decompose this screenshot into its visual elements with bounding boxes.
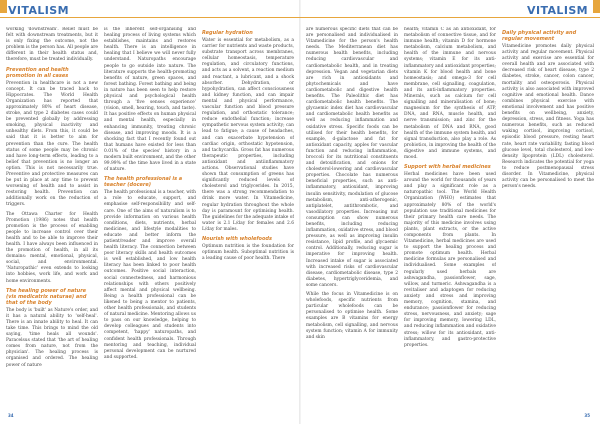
column-3 [502,27,594,407]
body-paragraph: Water is essential for metabolism, as a carrier for nutrients and waste products, substrate transport across membranes, cellular homeostasis, temperature regulation, and circulatory functions, and acts as a solvent, a reaction medium and reactant, a lubricant, and a shock absorber. Dehydration, or hypohydration, can affect consciousness and kidney function, and can impair mental and physical performance, vascular function and blood pressure regulation, and orthostatic tolerance; reduce endothelial function; increase sympathetic nervous system activity; can lead to fatigue; a cause of headaches, and can exacerbate hypotension of cardiac origin, orthostatic hypotension, and tachycardia. Gross fat has numerous therapeutic properties, including antioxidant and antiinflammatory actions. Observational studies have shown that consumption of greens has significantly reduced levels of cholesterol and triglycerides. In 2015, there was a strong recommendation to drink more water. In Vitamedicine, regular hydration throughout the whole day is paramount for optimising health. The guidelines for the adequate intake of water is 2.1 L/day for females and 2.6 L/day for males. [202,38,294,232]
page-number: 35 [584,413,590,418]
section-title: VITALISM [527,4,588,17]
column-1 [306,27,398,407]
section-heading: Nourish with wholefoods [202,236,272,242]
section-title: VITALISM [8,4,69,17]
body-paragraph: working 'downstream'. Relief must be felt with downstream treatments, but it is only fixing the outcome, not the problem is the person has. All people are different in their health status and, therefore, must be treated individually. [6,27,98,63]
left-header [0,0,300,20]
body-paragraph: Optimum nutrition is the foundation for optimum health. Suboptimal nutrition is a leading cause of poor health. There [202,244,294,262]
right-columns [306,27,594,407]
section-heading: The healing power of nature (vis medicatrix naturae) and that of the body [6,287,87,306]
right-header [300,0,600,20]
header-rule [0,17,300,18]
body-paragraph: Prevention in healthcare is not a new concept. It can be traced back to Hippocrates. The World Health Organization has reported that approximately 80% of heart disease, stroke, and type 2 diabetes cases could be prevented globally by addressing smoking, physical inactivity and unhealthy diets. From this, it could be said that it is better to aim for prevention than the cure. The health status of some people may be chronic and have long-term effects, leading to a belief that prevention is no longer an option. This is not necessarily true. Preventive and protective measures can be put in place at any time to prevent worsening of health and to assist in restoring health. Prevention can additionally work on the reduction of triggers. [6,80,98,208]
body-paragraph: The body is 'built' as Nature's order, and it has a natural ability to 'self-heal'. There is an innate ability to heal. It can take time. This brings to mind the old saying, 'time heals all wounds'. Paracelsus stated that 'the art of healing comes from nature, not from the physician'. The healing process is organised and ordered. The healing power of nature [6,307,98,368]
right-page [300,0,600,424]
page-number: 34 [8,413,14,418]
column-2 [404,27,496,407]
section-heading: Daily physical activity and regular movement [502,30,577,42]
body-paragraph: While the focus in Vitamedicine is on wholefoods, specific nutrients from particular wholefoods can be personalised to optimise health. Some examples are B vitamins for energy metabolism, cell signalling, and nervous system function; vitamin A for immunity and skin [306,292,398,340]
column-2 [104,27,196,407]
left-columns [6,27,294,407]
header-rule [300,17,600,18]
column-1 [6,27,98,407]
body-paragraph: Vitamedicine promotes daily physical activity and regular movement. Physical activity and exercise are essential for overall health and are associated with decreased risk of heart disease, type 2 diabetes, stroke, cancer, colon cancer, mortality and osteoporosis. Physical activity is also associated with improved cognitive and emotional health. Dance combines physical exercise with emotional involvement and has positive benefits on wellbeing, anxiety, depression, stress, and fitness. Yoga has numerous benefits, such as reduced waking cortisol, improving cortisol, episodic blood pressure, resting heart rate, heart rate variability, fasting blood glucose level, total cholesterol, and low-density lipoprotein (LDL) cholesterol. Research indicates the potential for yoga to reduce postmenopausal stress disorder. In Vitamedicine, physical activity can be personalised to meet the person's needs. [502,44,594,190]
header-accent-tab [0,0,7,13]
body-paragraph: The Ottawa Charter for Health Promotion (1986) notes that health promotion is the process of enabling people to increase control over their health and to be able to improve their health. I have always been influenced in the promotion of health, in all its domains: mental, emotional, physical, social, and environmental. 'Naturopathic' even extends to looking into hobbies, work life, and work and home environments. [6,211,98,284]
section-heading: The health professional is a teacher (docere) [104,176,183,189]
right-footer [300,408,600,418]
header-accent-tab [593,0,600,13]
body-paragraph: The health professional is a teacher, with a role to educate, support, and emphasise self-responsibility and self-care. One of the aims of naturalism is to provide information on various health conditions, diets, nutrients, herbal medicines, and lifestyle modalities to educate and better inform the patient/reader and improve overall health literacy. The connection between poor literacy skills and health outcomes is well established, and low health literacy has been linked to poor health outcomes. Positive social interaction, social connectedness, and harmonious relationships with others positively affect mental and physical wellbeing. Being a health professional can be likened to being a mentor to patients, other health professionals, and students of natural medicine. Mentoring allows us to pass on our knowledge, helping to develop colleagues and students into competent, 'happy' naturopaths, and confident health professionals. Through mentoring and teaching, individual personal development can be nurtured and supported. [104,190,196,360]
body-paragraph: is the inherent self-organising and healing process of living systems which establishes, maintains and restores health. There is an intelligence in healing that I believe we will never fully understand. Naturopaths encourage people to go outside into nature. The literature supports the health-promoting benefits of nature, green spaces, and forest bathing. Forest bathing and being in nature has been seen to help restore physical and psychological health through a 'five senses experience' (vision, smell, hearing, touch, and taste). It has positive effects on human physical and mental health, especially in enhancing immunity, treating chronic disease, and improving moods. It is a shocking fact that I recently found out that humans have existed for less than 0.01% of the species' history in a modern built environment, and the other 99.99% of the time have lived in a state of nature. [104,27,196,173]
section-heading: Support with herbal medicines [404,164,491,171]
left-footer [0,408,300,418]
section-heading: Regular hydration [202,30,253,36]
body-paragraph: Herbal medicines have been used around the world for thousands of years and play a significant role as a naturopathic tool. The World Health Organization (WHO) estimates that approximately 80% of the world's population use traditional medicines for their primary health care needs. The majority of this medicine involves using plants, plant extracts, or the active components from plants. In Vitamedicine, herbal medicines are used to support the healing process and promote optimum health. Herbal medicine formulas are personalised and individualised. Some examples of regularly used herbals are ashwagandha, passionflower, sage, willow, and turmeric. Ashwagandha is a revitaliser and adaptogen for reducing anxiety and stress and improving memory, cognition, stamina, and endurance; passionflower for reducing stress, nervousness, and anxiety; sage for improving memory, lowering LDL, and reducing inflammation and oxidative stress; willow for its antioxidant, anti-inflammatory, and gastro-protective properties. [404,172,496,348]
section-heading: Prevention and health promotion in all cases [6,66,69,79]
body-paragraph: are numerous specific diets that can be are personalised and individualised in Vitamedicine for the person's health needs. The Mediterranean diet has numerous health benefits, including reducing cardiovascular and cardiometabolic health, and in treating depression. Vegan and vegetarian diets are rich in antioxidants and phytochemicals and have cardiometabolic and digestive health benefits. The Paleolithic diet has cardiometabolic health benefits. The glycaemic index diet has cardiovascular and cardiometabolic health benefits as well as reducing inflammation and oxidative stress. Specific foods can be utilised for their health benefits, for example, d-galactose and fat for antioxidant capacity, apples for vascular function and reducing inflammation, broccoli for its nutritional constituents and detoxification, and onions for cholesterol-lowering and cardiovascular properties. Chocolate has numerous beneficial properties, such as anti-inflammatory, antioxidant, improving insulin sensitivity, modulation of glucose metabolism, anti-atherogenic, antiplatelet, antithrombotic, and vasodilatory properties. Increasing nut consumption can show numerous benefits, including reducing inflammation, oxidative stress, and blood pressure, as well as improving insulin resistance, lipid profile, and glycaemic control. Additionally, reducing sugar is imperative for improving health. Increased intake of sugar is associated with increased risks of cardiovascular disease, cardiometabolic disease, type 2 diabetes, hypertriglyceridemia, and some cancers. [306,27,398,288]
body-paragraph: health; vitamin C as an antioxidant, for metabolism of connective tissue, and for immune health; vitamin D for hormone metabolism, calcium metabolism, and health of the immune and nervous systems; vitamin E for its anti-inflammatory and antioxidant properties; vitamin K for blood health and bone homeostasis; and omega-3 for cell membrane, cell signalling, coagulation, and its anti-inflammatory properties. Minerals, such as calcium for cell signalling and mineralisation of bone; magnesium for the synthesis of ATP, DNA, and RNA, muscle health, and nerve transmission; and zinc for the metabolism of DNA and RNA, good health of the immune system health, and signal transduction, also play a role. As probiotics, in improving the health of the digestive and immune systems, and mood. [404,27,496,160]
column-3 [202,27,294,407]
